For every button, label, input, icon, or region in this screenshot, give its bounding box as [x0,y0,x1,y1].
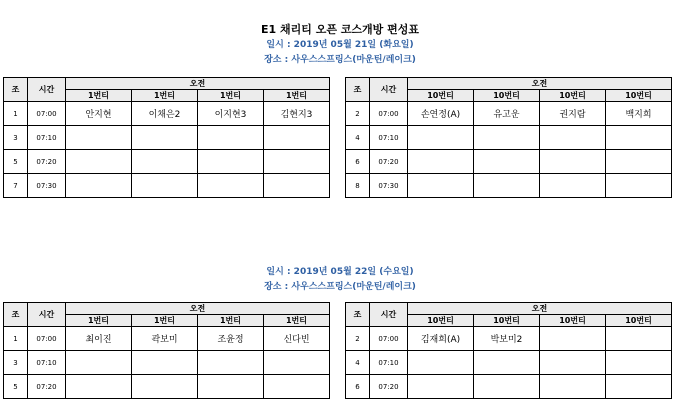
player-name: 곽보미 [132,327,198,351]
table-row [346,150,672,174]
col-header-jo: 조 [4,303,28,327]
player-name [408,126,474,150]
player-name [474,375,540,399]
group-number: 1 [4,327,28,351]
player-name [132,150,198,174]
player-name: 신다빈 [264,327,330,351]
player-name [408,351,474,375]
schedule-date-day1: 일시 : 2019년 05월 21일 (화요일) [266,40,414,50]
player-name [540,126,606,150]
col-header-session: 오전 [408,303,672,315]
player-name [540,351,606,375]
col-header-jo: 조 [346,78,370,102]
table-row [4,327,330,351]
table-row [346,375,672,399]
schedule-table-day2-tee10 [345,302,672,399]
group-number: 3 [4,351,28,375]
tee-time: 07:30 [28,174,66,198]
col-header-tee: 1번티 [264,315,330,327]
group-number: 4 [346,351,370,375]
player-name: 권지람 [540,102,606,126]
player-name: 최이진 [66,327,132,351]
group-number: 7 [4,174,28,198]
tee-time: 07:10 [28,126,66,150]
tee-time: 07:20 [28,375,66,399]
table-row [4,126,330,150]
group-number: 5 [4,150,28,174]
player-name [66,375,132,399]
group-number: 6 [346,150,370,174]
group-number: 4 [346,126,370,150]
player-name: 이채은2 [132,102,198,126]
player-name: 안지현 [66,102,132,126]
player-name [540,174,606,198]
player-name [408,174,474,198]
group-number: 2 [346,102,370,126]
player-name [264,351,330,375]
tee-time: 07:00 [28,327,66,351]
col-header-tee: 10번티 [408,315,474,327]
table-row [4,102,330,126]
table-row [346,327,672,351]
player-name [198,351,264,375]
col-header-jo: 조 [346,303,370,327]
col-header-tee: 10번티 [408,90,474,102]
schedule-place-day1: 장소 : 사우스스프링스(마운틴/레이크) [264,55,416,65]
player-name: 김현지3 [264,102,330,126]
player-name [66,174,132,198]
player-name [264,150,330,174]
player-name [606,327,672,351]
table-row [346,102,672,126]
player-name: 유고운 [474,102,540,126]
player-name [198,174,264,198]
col-header-time: 시간 [28,303,66,327]
col-header-session: 오전 [66,303,330,315]
col-header-tee: 1번티 [198,315,264,327]
schedule-table-day1-tee1 [3,77,330,198]
player-name [540,327,606,351]
schedule-place-day2: 장소 : 사우스스프링스(마운틴/레이크) [264,282,416,292]
col-header-tee: 1번티 [132,315,198,327]
player-name [198,375,264,399]
table-row [346,174,672,198]
col-header-tee: 1번티 [66,315,132,327]
player-name [198,126,264,150]
table-row [4,375,330,399]
player-name: 이지현3 [198,102,264,126]
group-number: 1 [4,102,28,126]
table-row [346,126,672,150]
tee-time: 07:20 [370,375,408,399]
col-header-time: 시간 [370,78,408,102]
schedule-date-day2: 일시 : 2019년 05월 22일 (수요일) [266,267,414,277]
col-header-tee: 10번티 [540,90,606,102]
player-name [408,150,474,174]
col-header-session: 오전 [408,78,672,90]
player-name [606,174,672,198]
player-name [66,150,132,174]
col-header-tee: 1번티 [264,90,330,102]
col-header-tee: 1번티 [66,90,132,102]
player-name [66,351,132,375]
col-header-tee: 10번티 [474,90,540,102]
col-header-time: 시간 [370,303,408,327]
tee-time: 07:00 [370,327,408,351]
player-name [198,150,264,174]
player-name [474,174,540,198]
player-name: 김재희(A) [408,327,474,351]
group-number: 6 [346,375,370,399]
group-number: 5 [4,375,28,399]
player-name [132,174,198,198]
table-row [346,351,672,375]
player-name [474,126,540,150]
tee-time: 07:10 [370,126,408,150]
player-name [540,375,606,399]
tee-time: 07:20 [370,150,408,174]
tee-time: 07:20 [28,150,66,174]
player-name [606,351,672,375]
player-name: 박보미2 [474,327,540,351]
player-name [606,150,672,174]
group-number: 8 [346,174,370,198]
player-name [474,351,540,375]
tee-time: 07:00 [370,102,408,126]
table-row [4,351,330,375]
player-name [408,375,474,399]
col-header-session: 오전 [66,78,330,90]
player-name [264,174,330,198]
tee-time: 07:10 [370,351,408,375]
player-name [132,126,198,150]
page-title: E1 채리티 오픈 코스개방 편성표 [261,23,419,36]
player-name [540,150,606,174]
player-name [606,375,672,399]
schedule-table-day1-tee10 [345,77,672,198]
col-header-tee: 10번티 [606,90,672,102]
table-row [4,174,330,198]
player-name [132,351,198,375]
col-header-tee: 1번티 [198,90,264,102]
player-name [606,126,672,150]
col-header-tee: 10번티 [606,315,672,327]
tee-time: 07:10 [28,351,66,375]
group-number: 3 [4,126,28,150]
player-name [66,126,132,150]
player-name [264,126,330,150]
player-name: 백지희 [606,102,672,126]
group-number: 2 [346,327,370,351]
player-name [132,375,198,399]
player-name [264,375,330,399]
col-header-time: 시간 [28,78,66,102]
table-row [4,150,330,174]
tee-time: 07:00 [28,102,66,126]
player-name: 조윤정 [198,327,264,351]
player-name: 손연정(A) [408,102,474,126]
player-name [474,150,540,174]
col-header-tee: 10번티 [474,315,540,327]
col-header-tee: 10번티 [540,315,606,327]
col-header-jo: 조 [4,78,28,102]
schedule-table-day2-tee1 [3,302,330,399]
col-header-tee: 1번티 [132,90,198,102]
tee-time: 07:30 [370,174,408,198]
